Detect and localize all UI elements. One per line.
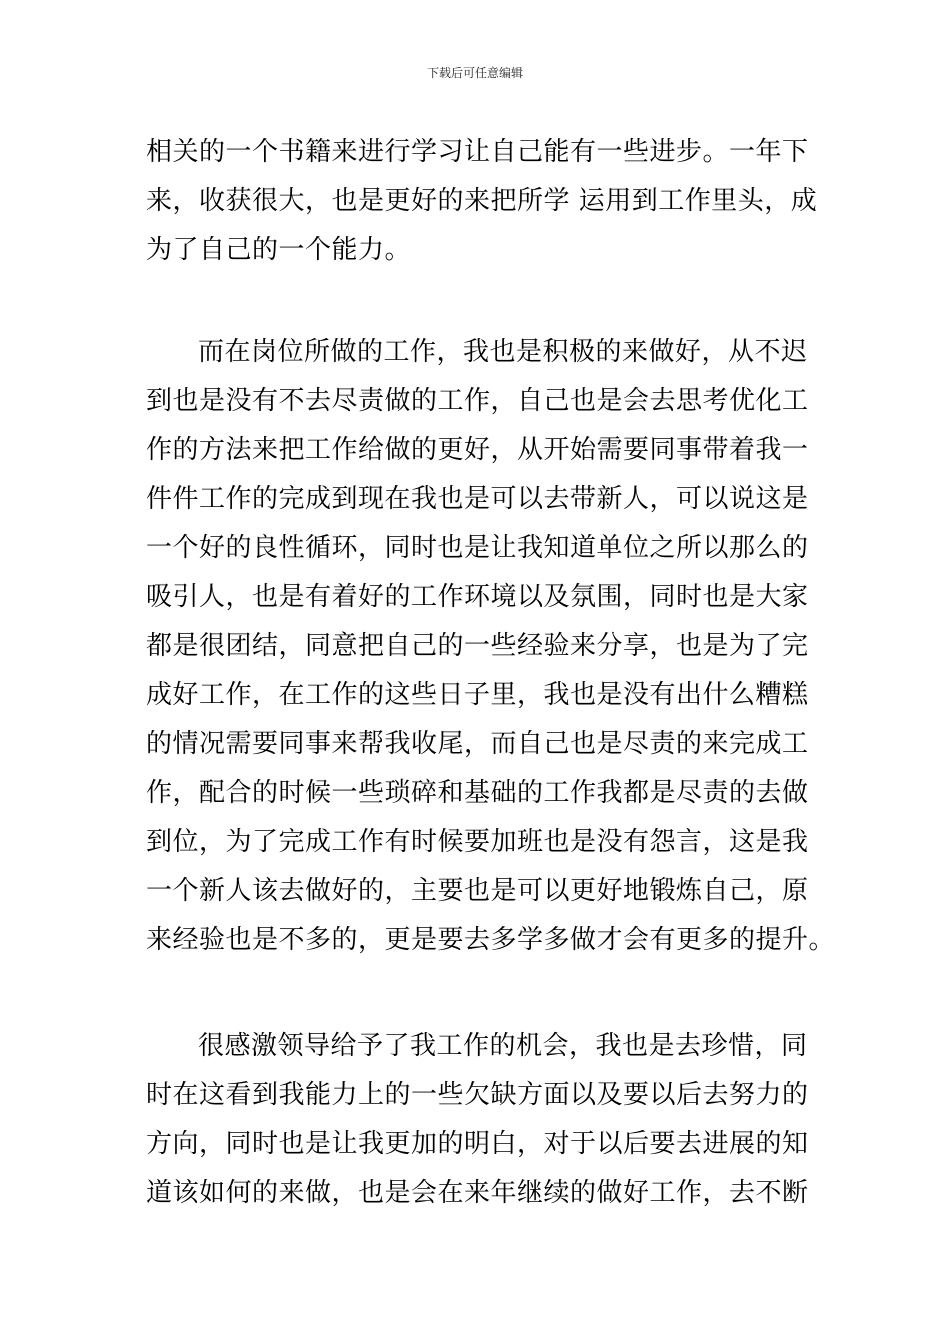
paragraph-3-line-3: 方向，同时也是让我更加的明白，对于以后要去进展的知 xyxy=(146,1129,809,1159)
paragraph-2-line-7: 都是很团结，同意把自己的一些经验来分享，也是为了完 xyxy=(146,631,809,661)
paragraph-2-line-10: 作，配合的时候一些琐碎和基础的工作我都是尽责的去做 xyxy=(146,778,809,808)
paragraph-2-line-3: 作的方法来把工作给做的更好，从开始需要同事带着我一 xyxy=(146,435,809,465)
paragraph-2-line-12: 一个新人该去做好的，主要也是可以更好地锻炼自己，原 xyxy=(146,876,809,906)
paragraph-1-line-3: 为了自己的一个能力。 xyxy=(146,235,412,265)
paragraph-2-line-13: 来经验也是不多的，更是要去多学多做才会有更多的提升。 xyxy=(146,925,836,955)
paragraph-2-line-2: 到也是没有不去尽责做的工作，自己也是会去思考优化工 xyxy=(146,386,809,416)
paragraph-2-line-6: 吸引人，也是有着好的工作环境以及氛围，同时也是大家 xyxy=(146,582,809,612)
paragraph-3-line-4: 道该如何的来做，也是会在来年继续的做好工作，去不断 xyxy=(146,1178,809,1208)
paragraph-3-line-1: 很感激领导给予了我工作的机会，我也是去珍惜，同 xyxy=(198,1031,808,1061)
paragraph-2-line-4: 件件工作的完成到现在我也是可以去带新人，可以说这是 xyxy=(146,484,809,514)
paragraph-2-line-8: 成好工作，在工作的这些日子里，我也是没有出什么糟糕 xyxy=(146,680,809,710)
paragraph-1-line-1: 相关的一个书籍来进行学习让自己能有一些进步。一年下 xyxy=(146,137,809,167)
paragraph-2-line-11: 到位，为了完成工作有时候要加班也是没有怨言，这是我 xyxy=(146,827,809,857)
page-header: 下载后可任意编辑 xyxy=(426,66,523,80)
paragraph-1-line-2: 来，收获很大，也是更好的来把所学 运用到工作里头，成 xyxy=(146,186,818,216)
paragraph-2-line-9: 的情况需要同事来帮我收尾，而自己也是尽责的来完成工 xyxy=(146,729,809,759)
paragraph-2-line-1: 而在岗位所做的工作，我也是积极的来做好，从不迟 xyxy=(198,337,808,367)
paragraph-3-line-2: 时在这看到我能力上的一些欠缺方面以及要以后去努力的 xyxy=(146,1080,809,1110)
paragraph-2-line-5: 一个好的良性循环，同时也是让我知道单位之所以那么的 xyxy=(146,533,809,563)
